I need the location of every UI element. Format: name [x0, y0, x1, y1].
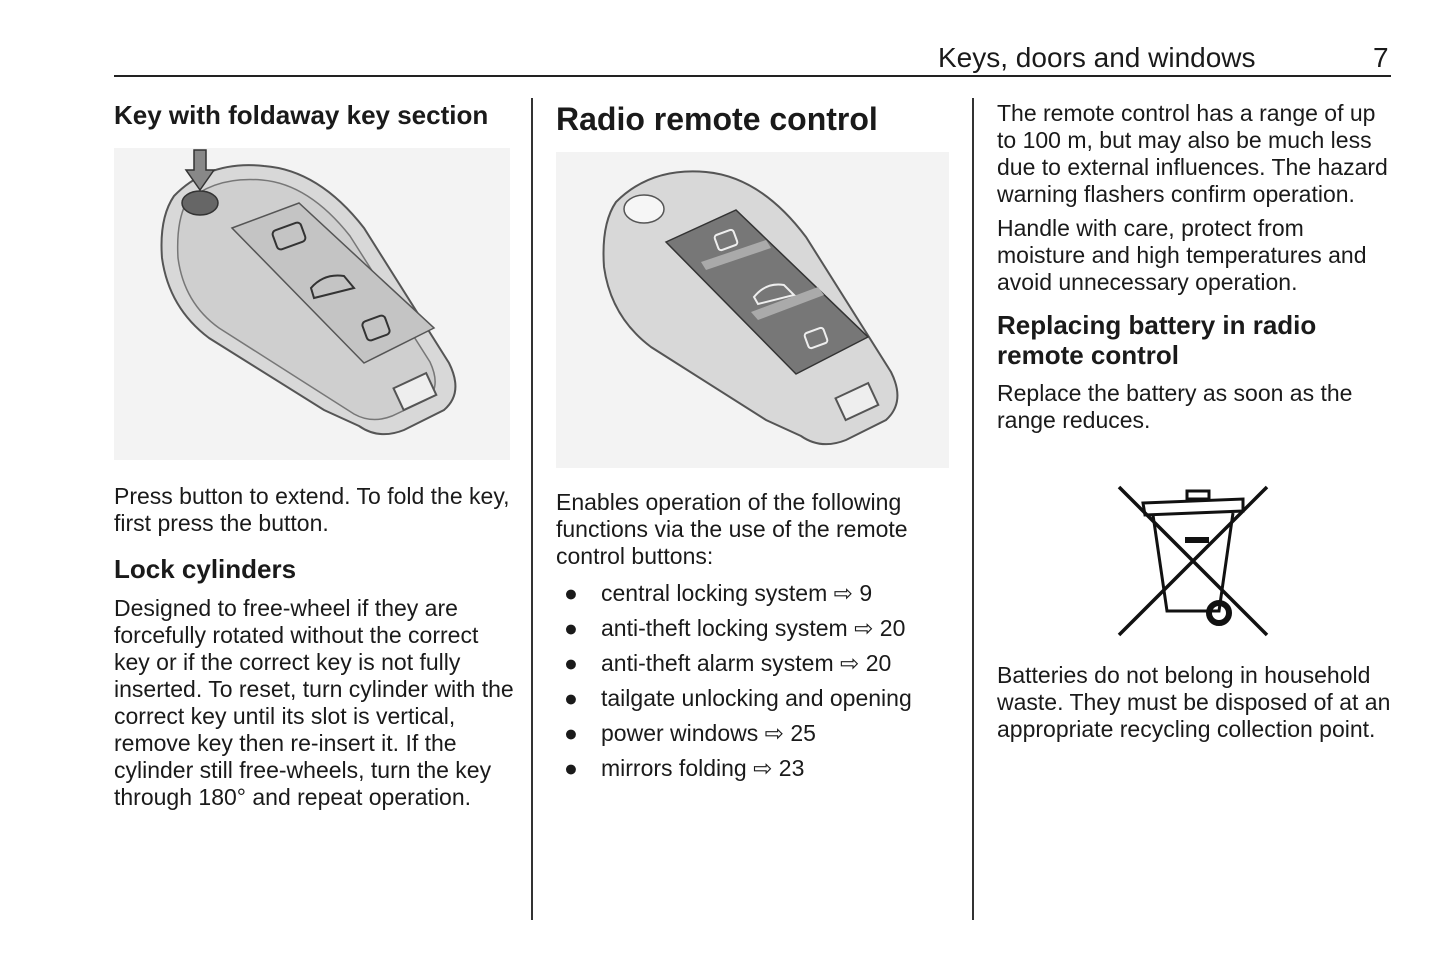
- column-3: [997, 100, 1397, 434]
- reference-arrow-icon: ⇨: [833, 580, 853, 606]
- list-item-text: power windows: [601, 720, 759, 746]
- list-item: [556, 576, 956, 611]
- column-2-lower: [556, 489, 956, 786]
- section-heading-lock-cylinders: Lock cylinders: [114, 554, 297, 584]
- column-divider-2: [972, 98, 974, 920]
- list-item-text: anti-theft locking system: [601, 615, 848, 641]
- cross-reference-link[interactable]: ⇨ 23: [753, 755, 805, 781]
- column-2: [556, 99, 956, 139]
- list-item-text: central locking system: [601, 580, 828, 606]
- list-item-text: tailgate unlocking and opening: [601, 685, 912, 711]
- list-item: [556, 611, 956, 646]
- section-heading-radio-remote-control: Radio remote control: [556, 101, 878, 137]
- column-1: [114, 99, 514, 131]
- cross-reference-link[interactable]: ⇨ 25: [764, 720, 816, 746]
- header-divider: [114, 75, 1391, 77]
- column-3-lower: [997, 662, 1397, 743]
- remote-control-intro: Enables operation of the following functions via the use of the remote control buttons:: [556, 489, 908, 569]
- cross-reference-link[interactable]: ⇨ 9: [833, 580, 873, 606]
- page-number: 7: [1373, 42, 1389, 73]
- bullet-dot: ●: [564, 650, 578, 676]
- list-item: [556, 751, 956, 786]
- replace-battery-description: Replace the battery as soon as the range reduces.: [997, 380, 1353, 433]
- handling-description: Handle with care, protect from moisture and high temperatures and avoid unnecessary operation.: [997, 215, 1367, 295]
- section-heading-foldaway-key: Key with foldaway key section: [114, 100, 489, 130]
- list-item-text: anti-theft alarm system: [601, 650, 834, 676]
- reference-arrow-icon: ⇨: [764, 720, 784, 746]
- section-heading-replacing-battery: Replacing battery in radio remote control: [997, 310, 1317, 370]
- list-item: [556, 646, 956, 681]
- cross-reference-link[interactable]: ⇨ 20: [840, 650, 892, 676]
- list-item-text: mirrors folding: [601, 755, 747, 781]
- column-1-lower: [114, 483, 514, 811]
- running-header-title: Keys, doors and windows: [938, 42, 1256, 73]
- lock-cylinders-description: Designed to free-wheel if they are forcefully rotated without the correct key or if the correct key is not fully inserted. To reset, turn cylinder with the correct key until its slot is vertical, remove key then re-insert it. If the cylinder still free-wheels, turn the key through 180° and repeat operation.: [114, 595, 514, 810]
- column-divider-1: [531, 98, 533, 920]
- bullet-dot: ●: [564, 720, 578, 746]
- bullet-dot: ●: [564, 580, 578, 606]
- bullet-dot: ●: [564, 685, 578, 711]
- list-item: [556, 716, 956, 751]
- foldaway-key-illustration: [114, 148, 510, 460]
- battery-disposal-description: Batteries do not belong in household waste. They must be disposed of at an appropriate recycling collection point.: [997, 662, 1391, 742]
- bullet-dot: ●: [564, 755, 578, 781]
- radio-remote-illustration: [556, 152, 949, 468]
- list-item: [556, 681, 956, 716]
- cross-reference-link[interactable]: ⇨ 20: [854, 615, 906, 641]
- reference-arrow-icon: ⇨: [753, 755, 773, 781]
- reference-arrow-icon: ⇨: [840, 650, 860, 676]
- remote-functions-list: [556, 576, 956, 786]
- reference-arrow-icon: ⇨: [854, 615, 874, 641]
- crossed-out-bin-icon: [1115, 485, 1271, 639]
- bullet-dot: ●: [564, 615, 578, 641]
- range-description: The remote control has a range of up to 100 m, but may also be much less due to external influences. The hazard warning flashers confirm operation.: [997, 100, 1388, 207]
- foldaway-key-description: Press button to extend. To fold the key, first press the button.: [114, 483, 510, 536]
